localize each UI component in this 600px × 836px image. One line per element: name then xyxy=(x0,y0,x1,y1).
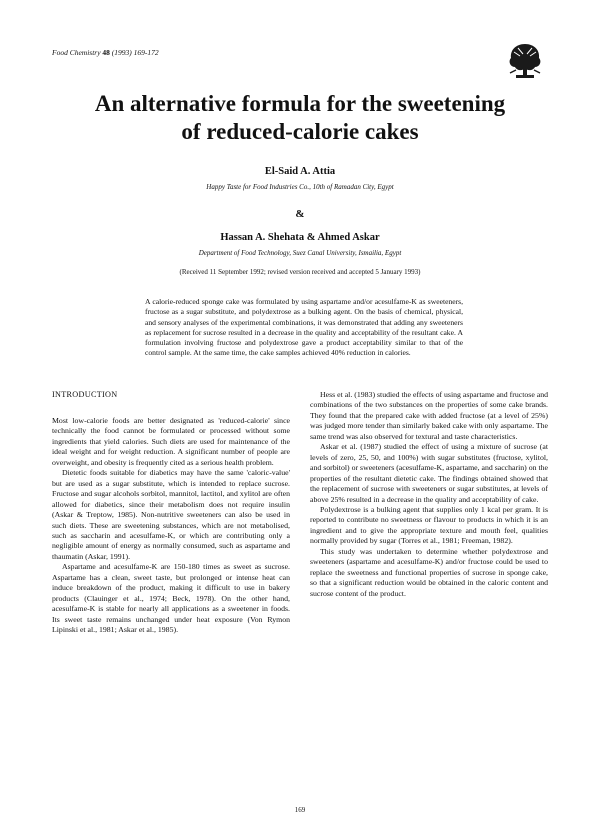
body-paragraph: This study was undertaken to determine whether polydextrose and sweeteners (aspartame and acesulfame-K) and/or fructose could be used to replace the sweetness and functional properties of sucrose in sponge cake, so that a significant reduction would be obtained in the caloric content and sucrose content of the product. xyxy=(310,546,548,598)
author-separator: & xyxy=(295,208,305,220)
article-title xyxy=(60,90,540,146)
journal-year-pages: (1993) 169-172 xyxy=(111,48,159,57)
page-number: 169 xyxy=(294,806,306,814)
right-column xyxy=(310,390,548,599)
title-line-2: of reduced-calorie cakes xyxy=(181,119,419,144)
second-authors: Hassan A. Shehata & Ahmed Askar xyxy=(220,232,380,243)
received-dates: (Received 11 September 1992; revised version received and accepted 5 January 1993) xyxy=(179,268,421,276)
abstract: A calorie-reduced sponge cake was formulated by using aspartame and/or acesulfame-K as sweeteners, fructose as a sugar substitute, and polydextrose as a bulking agent. On the basis of chemical, physical, and sensory analyses of the experimental combinations, it was demonstrated that adding any sweeteners as replacement for sucrose resulted in a decrease in the quality and acceptability of the resultant cake. A formulation involving fructose and polydextrose gave a product acceptability similar to that of the control sample. At the same time, the cake samples achieved 40% reduction in calories. xyxy=(145,297,463,358)
body-paragraph: Polydextrose is a bulking agent that supplies only 1 kcal per gram. It is reported to contribute no sweetness or flavour to products in which it is an ingredient and to give the appropriate texture and mouth feel, qualities normally provided by sugar (Torres et al., 1981; Freeman, 1982). xyxy=(310,504,548,546)
first-author: El-Said A. Attia xyxy=(264,166,336,177)
body-paragraph: Askar et al. (1987) studied the effect of using a mixture of sucrose (at levels of zero, 25, 50, and 100%) with sugar substitutes (fructose, xylitol, and sorbitol) or sweeteners (acesulfame-K, aspartame, and saccharin) on the properties of the resultant dietetic cake. The findings obtained showed that the replacement of sucrose with sweeteners or sugar substitutes, at levels of above 25% resulted in a decrease in the quality and acceptability of cake. xyxy=(310,442,548,504)
intro-paragraph: Dietetic foods suitable for diabetics may have the same 'caloric-value' but are used as a sugar substitute, which is intended to replace sucrose. Fructose and sugar alcohols sorbitol, mannitol, lactitol, and xylitol are often allowed for diabetics, since their metabolism does not require insulin (Askar & Treptow, 1985). Non-nutritive sweeteners can also be used in such diets. These are sweetening substances, which are not metabolised, such as saccharin and acesulfame-K, or which are contributing only a negligible amount of energy as normally consumed, such as aspartame and thaumatin (Askar, 1991). xyxy=(52,468,290,561)
journal-reference xyxy=(52,48,159,57)
title-line-1: An alternative formula for the sweetening xyxy=(94,91,506,116)
first-affiliation: Happy Taste for Food Industries Co., 10th of Ramadan City, Egypt xyxy=(206,183,394,191)
body-paragraph: Hess et al. (1983) studied the effects of using aspartame and fructose and combinations of the two substances on the properties of some cake brands. They found that the prepared cake with added fructose (at a level of 25%) was judged more tender than similarly baked cake with only aspartame. The same trend was also observed for textural and taste characteristics. xyxy=(310,390,548,441)
intro-paragraph: Most low-calorie foods are better designated as 'reduced-calorie' since technically the food cannot be formulated or processed without some ingredients that yield calories. Such diets are used for maintenance of the ideal weight and for weight reduction. A significant number of people are overweight, and obesity is frequently cited as a serious health problem. xyxy=(52,416,290,467)
journal-name: Food Chemistry xyxy=(52,48,101,57)
publisher-tree-logo-icon xyxy=(504,40,546,82)
section-heading-introduction: INTRODUCTION xyxy=(52,390,118,399)
left-column xyxy=(52,390,290,636)
journal-volume: 48 xyxy=(102,48,110,57)
intro-paragraph: Aspartame and acesulfame-K are 150-180 times as sweet as sucrose. Aspartame has a clean, sweet taste, but prolonged or intense heat can induce breakdown of the product, making it difficult to use in bakery products (Clauinger et al., 1974; Beck, 1978). On the other hand, acesulfame-K is stable for nearly all applications as a sweetener in foods. Its sweet taste remains unchanged under heat exposure (Von Rymon Lipinski et al., 1981; Askar et al., 1985). xyxy=(52,562,290,635)
second-affiliation: Department of Food Technology, Suez Canal University, Ismailia, Egypt xyxy=(198,249,402,257)
